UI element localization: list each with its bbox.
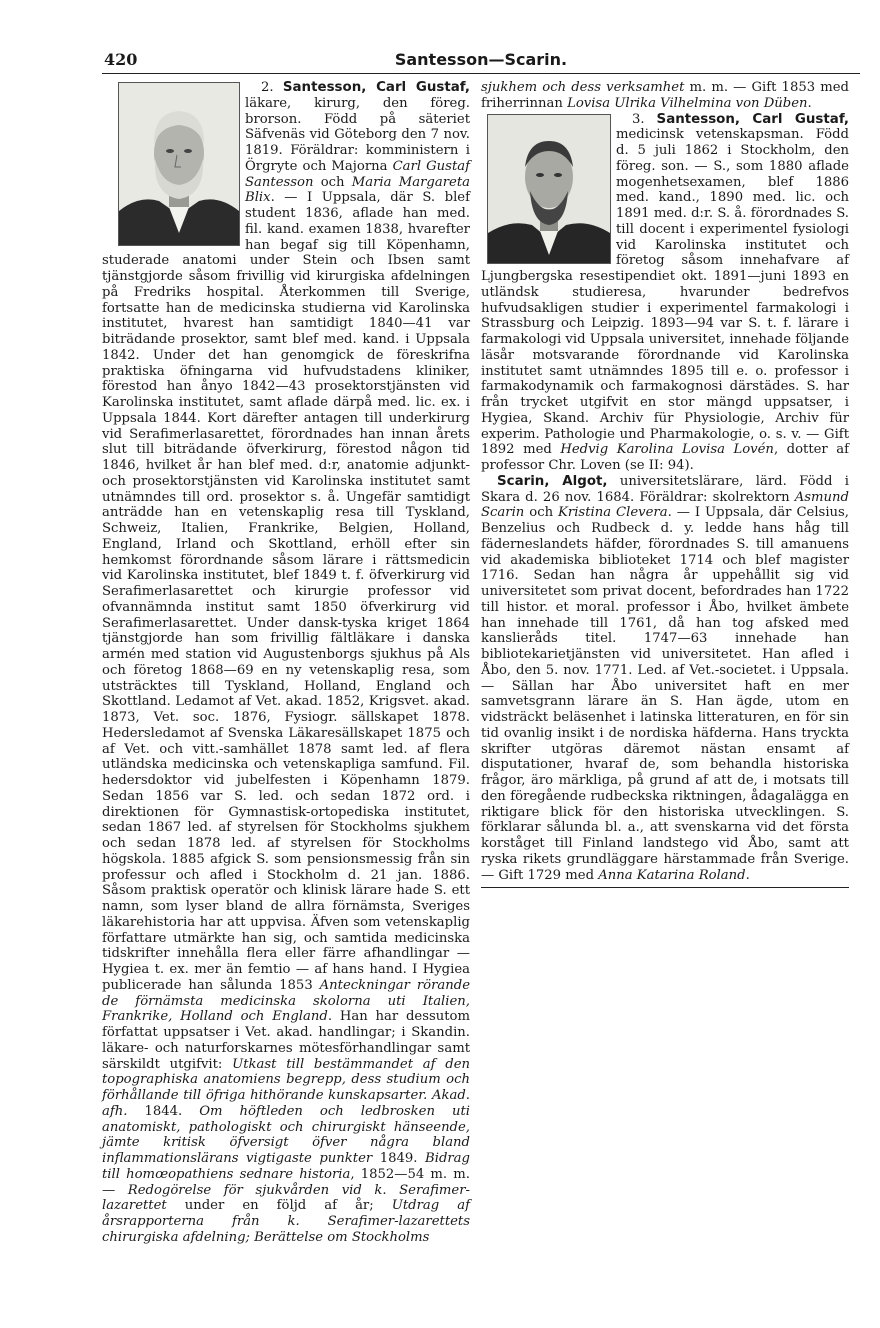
right-column: [481, 80, 849, 888]
end-rule: [481, 887, 849, 888]
running-title: Santesson—Scarin.: [394, 50, 568, 69]
entry-2-continued: sjukhem och dess verksamhet m. m. — Gift 1853 med friherrinnan Lovisa Ulrika Vilhelmina von Düben.: [481, 80, 849, 111]
entry-headword: Santesson, Carl Gustaf,: [656, 111, 849, 127]
entry-marker: 3.: [632, 111, 645, 127]
portrait-image: [118, 82, 240, 246]
entry-3: [481, 112, 849, 474]
entry-text: läkare, kirurg, den föreg. brorson. Född på säteriet Säfvenäs vid Göteborg den 7 nov. 1819. Föräldrar: komministern i Örgryte och Majorna Carl Gustaf Santesson och Maria Margareta Blix. — I Uppsala, där S. blef student 1836, aflade han med. fil. kand. examen 1838, hvarefter han begaf sig till Köpenhamn, studerade anatomi under Stein och Ibsen samt tjänstgjorde såsom frivillig vid kirurgiska afdelningen på Fredriks hospital. Återkommen till Sverige, fortsatte han de medicinska studierna vid Karolinska institutet, hvarest han samtidigt 1840—41 var biträdande prosektor, samt blef med. kand. i Uppsala 1842. Under det han genomgick de föreskrifna praktiska öfningarna vid hufvudstadens kliniker, förestod han ånyo 1842—43 prosektorstjänsten vid Karolinska institutet, samt aflade därpå med. lic. ex. i Uppsala 1844. Kort därefter antagen till underkirurg vid Serafimerlasarettet, förordnades han innan årets slut till biträdande öfverkirurg, förestod någon tid 1846, hvilket år han blef med. d:r, anatomie adjunkt- och prosektorstjänsten vid Karolinska institutet samt utnämndes till ord. prosektor s. å. Ungefär samtidigt anträdde han en vetenskaplig resa till Tyskland, Schweiz, Italien, Frankrike, Belgien, Holland, England, Irland och Skottland, erhöll efter sin hemkomst förordnande såsom lärare i rättsmedicin vid Karolinska institutet, blef 1849 t. f. öfverkirurg vid Serafimerlasarettet och kirurgie professor vid ofvannämnda institut samt 1850 öfverkirurg vid Serafimerlasarettet. Under dansk-tyska kriget 1864 tjänstgjorde han som frivillig fältläkare i danska armén med station vid Augustenborgs sjukhus på Als och företog 1868—69 en ny vetenskaplig resa, som utsträcktes till Tyskland, Holland, England och Skottland. Ledamot af Vet. akad. 1852, Krigsvet. akad. 1873, Vet. soc. 1876, Fysiogr. sällskapet 1878. Hedersledamot af Svenska Läkaresällskapet 1875 och af Vet. och vitt.-samhället 1878 samt led. af flera utländska medicinska och vetenskapliga samfund. Fil. hedersdoktor vid jubelfesten i Köpenhamn 1879. Sedan 1856 var S. led. och sedan 1872 ord. i direktionen för Gymnastisk-ortopediska institutet, sedan 1867 led. af styrelsen för Stockholms sjukhem och sedan 1878 led. af styrelsen för Stockholms högskola. 1885 afgick S. som pensionsmessig från sin professur och afled i Stockholm d. 21 jan. 1886. Såsom praktisk operatör och klinisk lärare hade S. ett namn, som lyser bland de allra förnämsta, Sveriges läkarehistoria har att uppvisa. Äfven som vetenskaplig författare utmärkte han sig, och samtida medicinska tidskrifter innehålla flera eller färre afhandlingar — Hygiea t. ex. mer än femtio — af hans hand. I Hygiea publicerade han sålunda 1853 Anteckningar rörande de förnämsta medicinska skolorna uti Italien, Frankrike, Holland och England. Han har dessutom författat uppsatser i Vet. akad. handlingar; i Skandin. läkare- och naturforskarnes mötesförhandlingar samt särskildt utgifvit: Utkast till bestämmandet af den topographiska anatomiens begrepp, dess studium och förhållande till öfriga hithörande kunskapsarter. Akad. afh. 1844. Om höftleden och ledbrosken uti anatomiskt, pathologiskt och chirurgiskt hänseende, jämte kritisk öfversigt öfver några bland inflammationslärans vigtigaste punkter 1849. Bidrag till homœopathiens sednare historia, 1852—54 m. m. — Redogörelse för sjukvården vid k. Serafimer-lazarettet under en följd af år; Utdrag af årsrapporterna från k. Serafimer-lazarettets chirurgiska afdelning; Berättelse om Stockholms: [102, 95, 470, 1245]
entry-text: medicinsk vetenskapsman. Född d. 5 juli 1862 i Stockholm, den föreg. son. — S., som 1880 aflade mogenhetsexamen, blef 1886 med. kand., 1890 med. lic. och 1891 med. d:r. S. å. förordnades S. till docent i experimentel fysiologi vid Karolinska institutet och företog såsom innehafvare af Ljungbergska resestipendiet okt. 1891—juni 1893 en utländsk studieresa, hvarunder bedrefvos hufvudsakligen studier i experimentel farmakologi i Strassburg och Leipzig. 1893—94 var S. t. f. lärare i farmakologi vid Uppsala universitet, innehade följande läsår motsvarande förordnande vid Karolinska institutet samt utnämndes 1895 till e. o. professor i farmakodynamik och farmakognosi därstädes. S. har från trycket utgifvit en stor mängd uppsatser, i Hygiea, Skand. Archiv für Physiologie, Archiv für experim. Pathologie und Pharmakologie, o. s. v. — Gift 1892 med Hedvig Karolina Lovisa Lovén, dotter af professor Chr. Loven (se II: 94).: [481, 127, 849, 473]
header-rule: [102, 73, 860, 74]
entry-2: [102, 80, 470, 1246]
portrait-image: [487, 114, 611, 264]
running-header: [102, 50, 860, 72]
entry-marker: 2.: [261, 80, 274, 95]
entry-headword: Santesson, Carl Gustaf,: [282, 80, 470, 95]
page-number: 420: [104, 50, 138, 69]
entry-headword: Scarin, Algot,: [497, 473, 608, 489]
entry-scarin: [481, 474, 849, 889]
entry-text: universitetslärare, lärd. Född i Skara d. 26 nov. 1684. Föräldrar: skolrektorn Asmund Scarin och Kristina Clevera. — I Uppsala, där Celsius, Benzelius och Rudbeck d. y. ledde hans håg till fäderneslandets häfder, förordnades S. till amanuens vid akademiska biblioteket 1714 och blef magister 1716. Sedan han några år uppehållit sig vid universitetet som privat docent, befordrades han 1722 till histor. et moral. professor i Åbo, hvilket ämbete han innehade till 1761, då han tog afsked med kanslieråds titel. 1747—63 innehade han bibliotekarietjänsten vid universitetet. Han afled i Åbo, den 5. nov. 1771. Led. af Vet.-societet. i Uppsala. — Sällan har Åbo universitet haft en mer samvetsgrann lärare än S. Han ägde, utom en vidsträckt beläsenhet i latinska litteraturen, en för sin tid ovanlig insikt i de nordiska häfderna. Hans tryckta skrifter utgöras däremot nästan ensamt af disputationer, hvaraf de, som behandla historiska frågor, äro märkliga, på grund af att de, i motsats till den föregående rudbeckska riktningen, ådagalägga en riktigare blick för den historiska utvecklingen. S. förklarar sålunda bl. a., att svenskarna vid det första korståget till Finland landstego vid Åbo, samt att ryska rikets grundläggare härstammade från Sverige. — Gift 1729 med Anna Katarina Roland.: [481, 473, 849, 883]
left-column: [102, 80, 470, 1246]
